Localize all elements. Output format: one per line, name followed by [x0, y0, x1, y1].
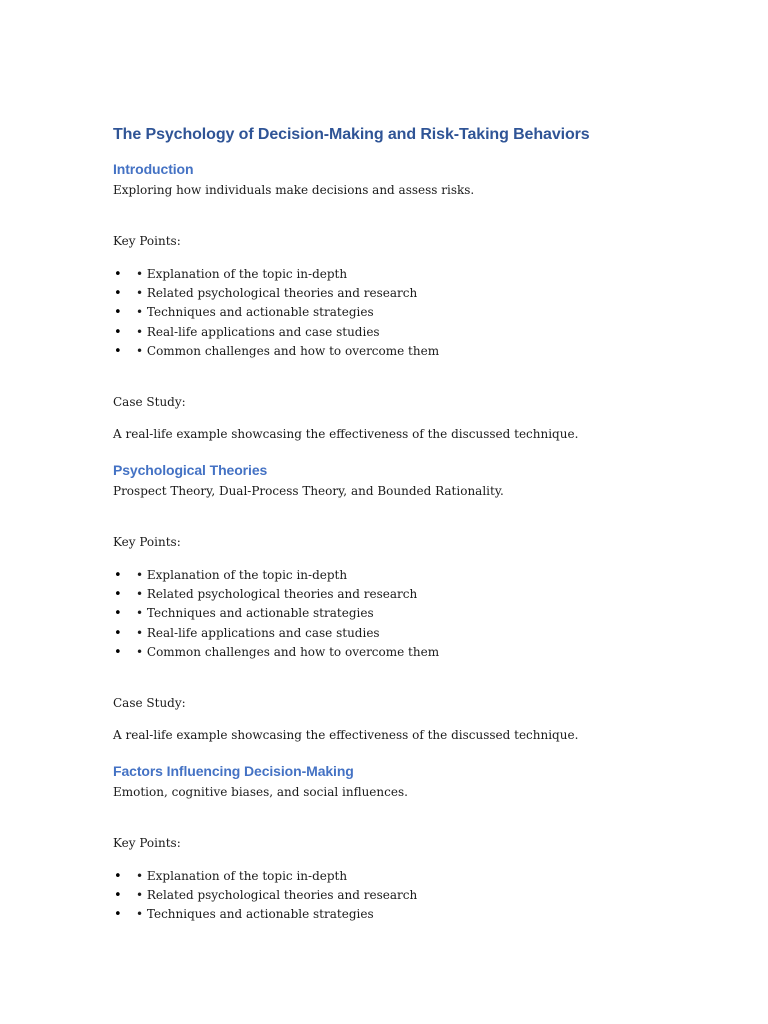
case-study-text: A real-life example showcasing the effectiveness of the discussed technique.	[113, 426, 579, 441]
bullet-icon: •	[114, 907, 122, 923]
section-summary: Prospect Theory, Dual-Process Theory, and Bounded Rationality.	[113, 483, 504, 498]
list-item	[113, 303, 673, 322]
list-item	[113, 604, 673, 623]
section-heading: Introduction	[113, 161, 194, 177]
list-item-text: • Techniques and actionable strategies	[136, 907, 374, 922]
section-introduction	[113, 159, 673, 443]
list-item	[113, 867, 673, 886]
list-item	[113, 342, 673, 361]
list-item-text: • Real-life applications and case studies	[136, 625, 380, 640]
bullet-icon: •	[114, 644, 122, 660]
list-item-text: • Related psychological theories and research	[136, 286, 418, 301]
case-study-text: A real-life example showcasing the effectiveness of the discussed technique.	[113, 727, 579, 742]
key-points-list	[113, 867, 673, 925]
list-item-text: • Real-life applications and case studies	[136, 324, 380, 339]
list-item-text: • Common challenges and how to overcome them	[136, 644, 440, 659]
list-item-text: • Related psychological theories and research	[136, 888, 418, 903]
bullet-icon: •	[114, 267, 122, 282]
key-points-label: Key Points:	[113, 234, 181, 248]
bullet-icon: •	[114, 324, 122, 340]
document-title: The Psychology of Decision-Making and Risk-Taking Behaviors	[113, 126, 590, 143]
list-item-text: • Techniques and actionable strategies	[136, 305, 374, 320]
list-item-text: • Common challenges and how to overcome them	[136, 343, 440, 358]
list-item	[113, 886, 673, 905]
bullet-icon: •	[114, 286, 122, 302]
bullet-icon: •	[114, 343, 122, 359]
bullet-icon: •	[114, 625, 122, 641]
list-item	[113, 643, 673, 662]
list-item-text: • Explanation of the topic in-depth	[136, 567, 348, 582]
section-summary: Emotion, cognitive biases, and social influences.	[113, 784, 408, 799]
section-factors-influencing	[113, 761, 673, 925]
bullet-icon: •	[114, 305, 122, 321]
list-item	[113, 624, 673, 643]
list-item	[113, 566, 673, 585]
section-heading: Psychological Theories	[113, 461, 268, 478]
case-study-label: Case Study:	[113, 394, 186, 409]
bullet-icon: •	[114, 888, 122, 904]
key-points-list	[113, 566, 673, 662]
bullet-icon: •	[114, 868, 122, 884]
section-psychological-theories	[113, 460, 673, 744]
key-points-list	[113, 265, 673, 361]
section-heading: Factors Influencing Decision-Making	[113, 762, 354, 779]
list-item	[113, 265, 673, 284]
list-item-text: • Explanation of the topic in-depth	[136, 868, 348, 883]
list-item	[113, 585, 673, 604]
bullet-icon: •	[114, 567, 122, 583]
key-points-label: Key Points:	[113, 835, 181, 850]
list-item-text: • Explanation of the topic in-depth	[136, 267, 348, 281]
document-body	[113, 124, 673, 957]
case-study-label: Case Study:	[113, 695, 186, 710]
list-item	[113, 323, 673, 342]
bullet-icon: •	[114, 606, 122, 622]
section-summary: Exploring how individuals make decisions and assess risks.	[113, 183, 475, 197]
bullet-icon: •	[114, 587, 122, 603]
list-item-text: • Techniques and actionable strategies	[136, 606, 374, 621]
key-points-label: Key Points:	[113, 534, 181, 549]
list-item	[113, 284, 673, 303]
list-item-text: • Related psychological theories and research	[136, 587, 418, 602]
list-item	[113, 905, 673, 924]
